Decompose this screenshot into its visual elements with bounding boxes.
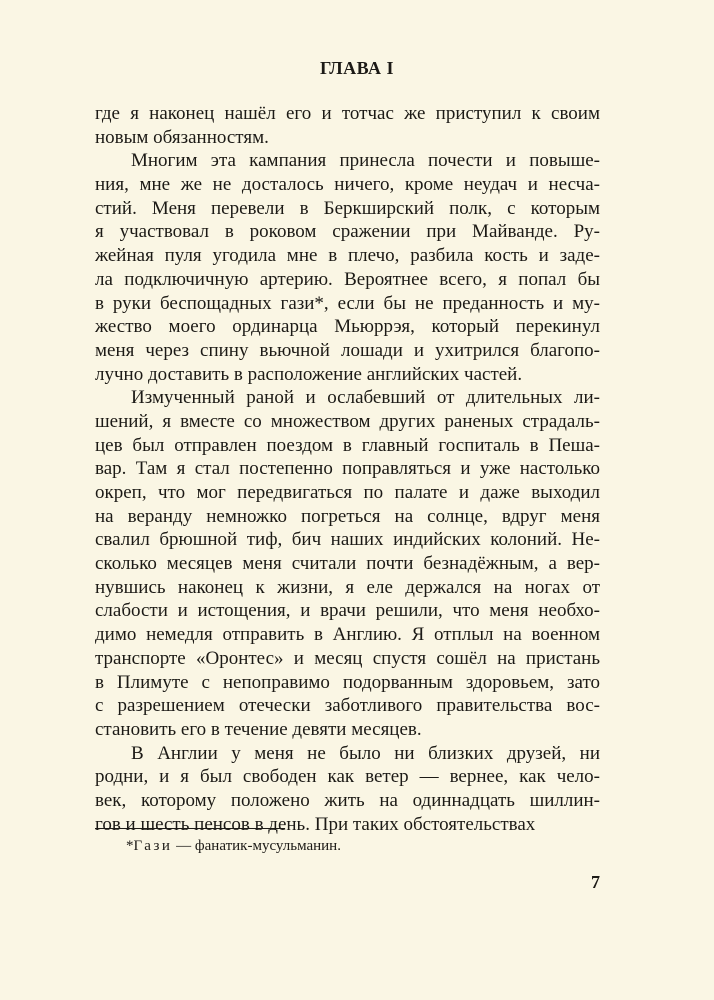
footnote-text: — фанатик-мусульманин.: [172, 838, 341, 854]
text-line: в руки беспощадных гази*, если бы не преданность и му-: [95, 292, 600, 314]
text-line: я участвовал в роковом сражении при Майванде. Ру-: [95, 221, 600, 243]
text-line: век, которому положено жить на одиннадцать шиллин-: [95, 789, 600, 811]
chapter-header: ГЛАВА I: [319, 58, 395, 78]
text-line: свалил брюшной тиф, бич наших индийских колоний. Не-: [95, 529, 600, 551]
footnote: [126, 836, 341, 856]
text-line: в Плимуте с непоправимо подорванным здоровьем, зато: [95, 671, 600, 693]
text-line: гов и шесть пенсов в день. При таких обстоятельствах: [95, 813, 536, 835]
text-line: с разрешением отечески заботливого правительства вос-: [95, 695, 600, 717]
text-line: ла подключичную артерию. Вероятнее всего, я попал бы: [95, 268, 600, 290]
text-line: нувшись наконец к жизни, я еле держался на ногах от: [95, 576, 600, 598]
page-number: 7: [591, 872, 600, 892]
text-line: родни, и я был свободен как ветер — вернее, как чело-: [95, 766, 600, 788]
text-line: окреп, что мог передвигаться по палате и даже выходил: [95, 482, 600, 503]
text-line: меня через спину вьючной лошади и ухитрился благопо-: [95, 339, 600, 361]
text-line: димо немедля отправить в Англию. Я отплыл на военном: [95, 624, 600, 646]
text-line: ния, мне же не досталось ничего, кроме неудач и несча-: [95, 174, 600, 196]
text-line: новым обязанностям.: [95, 126, 269, 148]
text-line: сколько месяцев меня считали почти безнадёжным, а вер-: [95, 553, 600, 575]
main-text: [95, 102, 600, 836]
paragraph: [95, 149, 600, 386]
paragraph: [95, 386, 600, 741]
text-line: на веранду немножко погреться на солнце, вдруг меня: [95, 505, 600, 527]
text-line: лучно доставить в расположение английских частей.: [95, 363, 523, 385]
text-line: вар. Там я стал постепенно поправляться и уже настолько: [95, 458, 600, 480]
text-line: транспорте «Оронтес» и месяц спустя сошёл на пристань: [95, 647, 600, 669]
paragraph: [95, 742, 600, 837]
text-line: слабости и истощения, и врачи решили, что меня необхо-: [95, 600, 600, 622]
text-line: цев был отправлен поездом в главный госпиталь в Пеша-: [95, 434, 600, 456]
text-line: жейная пуля угодила мне в плечо, разбила кость и заде-: [95, 245, 600, 267]
footnote-term: Гази: [133, 838, 173, 854]
footnote-divider: [95, 828, 285, 829]
footnote-marker: *: [126, 838, 134, 854]
text-line: стий. Меня перевели в Беркширский полк, с которым: [95, 197, 600, 219]
text-line: становить его в течение девяти месяцев.: [95, 718, 422, 740]
text-line: Многим эта кампания принесла почести и повыше-: [131, 150, 600, 172]
text-line: где я наконец нашёл его и тотчас же приступил к своим: [95, 103, 600, 124]
text-line: жество моего ординарца Мьюррэя, который перекинул: [95, 316, 600, 338]
text-line: В Англии у меня не было ни близких друзей, ни: [131, 742, 600, 764]
text-line: Измученный раной и ослабевший от длительных ли-: [131, 387, 600, 409]
paragraph: [95, 102, 600, 149]
text-line: шений, я вместе со множеством других раненых страдаль-: [95, 410, 600, 432]
